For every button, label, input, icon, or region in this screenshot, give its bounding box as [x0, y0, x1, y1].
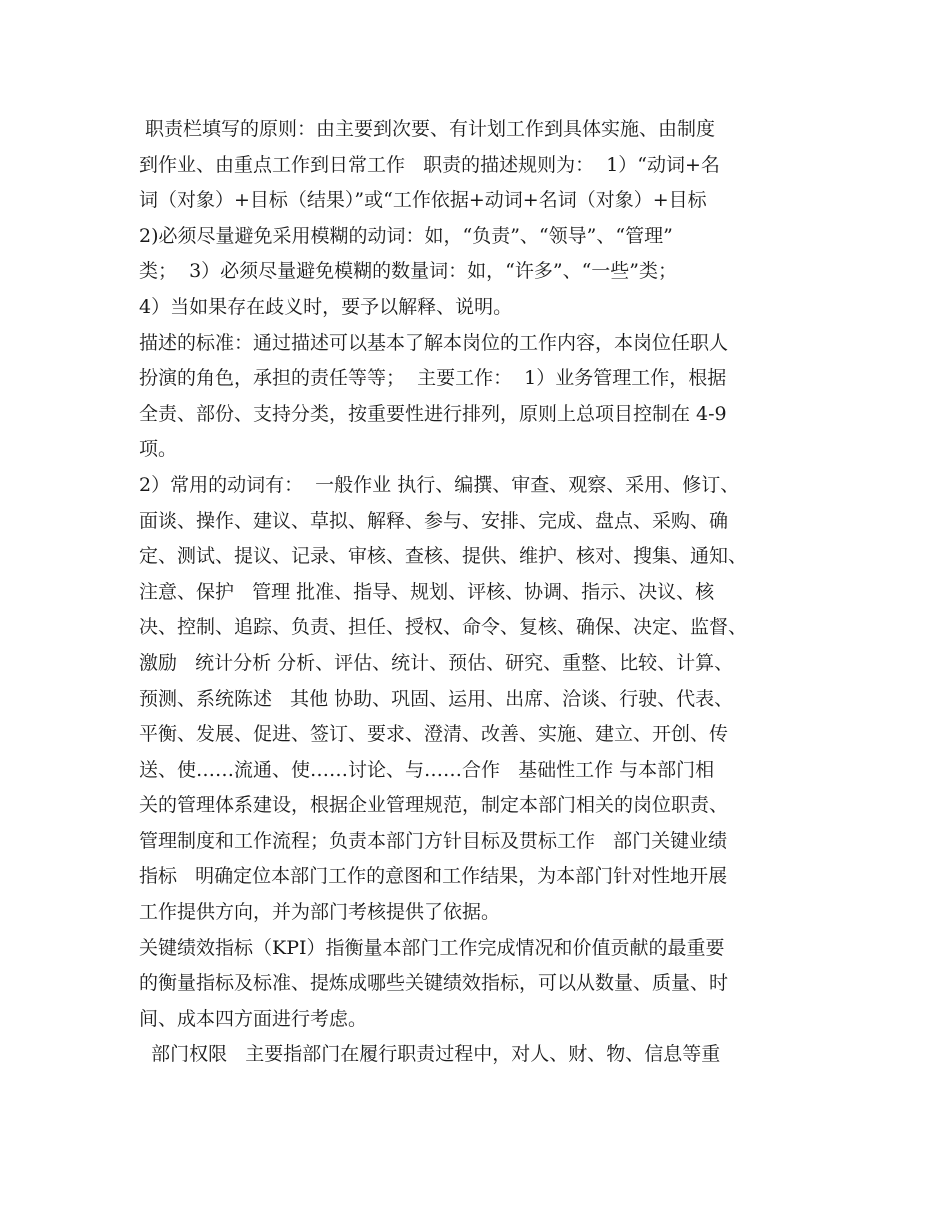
text-line: 关键绩效指标（KPI）指衡量本部门工作完成情况和价值贡献的最重要 — [139, 936, 725, 959]
text-line: 面谈、操作、建议、草拟、解释、参与、安排、完成、盘点、采购、确 — [139, 509, 729, 532]
text-line: 激励 统计分析 分析、评估、统计、预估、研究、重整、比较、计算、 — [139, 651, 734, 674]
text-line: 部门权限 主要指部门在履行职责过程中，对人、财、物、信息等重 — [139, 1043, 721, 1066]
text-line: 类； 3）必须尽量避免模糊的数量词：如，“许多”、“一些”类； — [139, 260, 678, 283]
text-line: 关的管理体系建设，根据企业管理规范，制定本部门相关的岗位职责、 — [139, 794, 729, 817]
text-line: 平衡、发展、促进、签订、要求、澄清、改善、实施、建立、开创、传 — [139, 723, 729, 746]
text-line: 工作提供方向，并为部门考核提供了依据。 — [139, 901, 501, 924]
text-line: 定、测试、提议、记录、审核、查核、提供、维护、核对、搜集、通知、 — [139, 545, 748, 568]
text-line: 2)必须尽量避免采用模糊的动词：如，“负责”、“领导”、“管理” — [139, 224, 673, 247]
text-line: 4）当如果存在歧义时，要予以解释、说明。 — [139, 295, 513, 318]
body-text — [139, 112, 839, 1073]
text-line: 2）常用的动词有： 一般作业 执行、编撰、审查、观察、采用、修订、 — [139, 473, 740, 496]
text-line: 项。 — [139, 438, 178, 461]
text-line: 注意、保护 管理 批准、指导、规划、评核、协调、指示、决议、核 — [139, 580, 715, 603]
text-line: 预测、系统陈述 其他 协助、巩固、运用、出席、洽谈、行驶、代表、 — [139, 687, 734, 710]
text-line: 指标 明确定位本部门工作的意图和工作结果，为本部门针对性地开展 — [139, 865, 728, 888]
text-line: 送、使……流通、使……讨论、与……合作 基础性工作 与本部门相 — [139, 758, 715, 781]
text-line: 间、成本四方面进行考虑。 — [139, 1007, 368, 1030]
text-line: 描述的标准：通过描述可以基本了解本岗位的工作内容，本岗位任职人 — [139, 331, 729, 354]
text-line: 职责栏填写的原则：由主要到次要、有计划工作到具体实施、由制度 — [139, 118, 716, 140]
text-line: 词（对象）+目标（结果）”或“工作依据+动词+名词（对象）+目标 — [139, 189, 707, 212]
text-line: 决、控制、追踪、负责、担任、授权、命令、复核、确保、决定、监督、 — [139, 616, 748, 639]
text-line: 扮演的角色，承担的责任等等； 主要工作： 1）业务管理工作，根据 — [139, 367, 727, 390]
text-line: 全责、部份、支持分类，按重要性进行排列，原则上总项目控制在 4-9 — [139, 402, 727, 425]
text-line: 的衡量指标及标准、提炼成哪些关键绩效指标，可以从数量、质量、时 — [139, 972, 729, 995]
text-line: 管理制度和工作流程；负责本部门方针目标及贯标工作 部门关键业绩 — [139, 829, 728, 852]
text-line: 到作业、由重点工作到日常工作 职责的描述规则为： 1）“动词+名 — [139, 153, 720, 176]
